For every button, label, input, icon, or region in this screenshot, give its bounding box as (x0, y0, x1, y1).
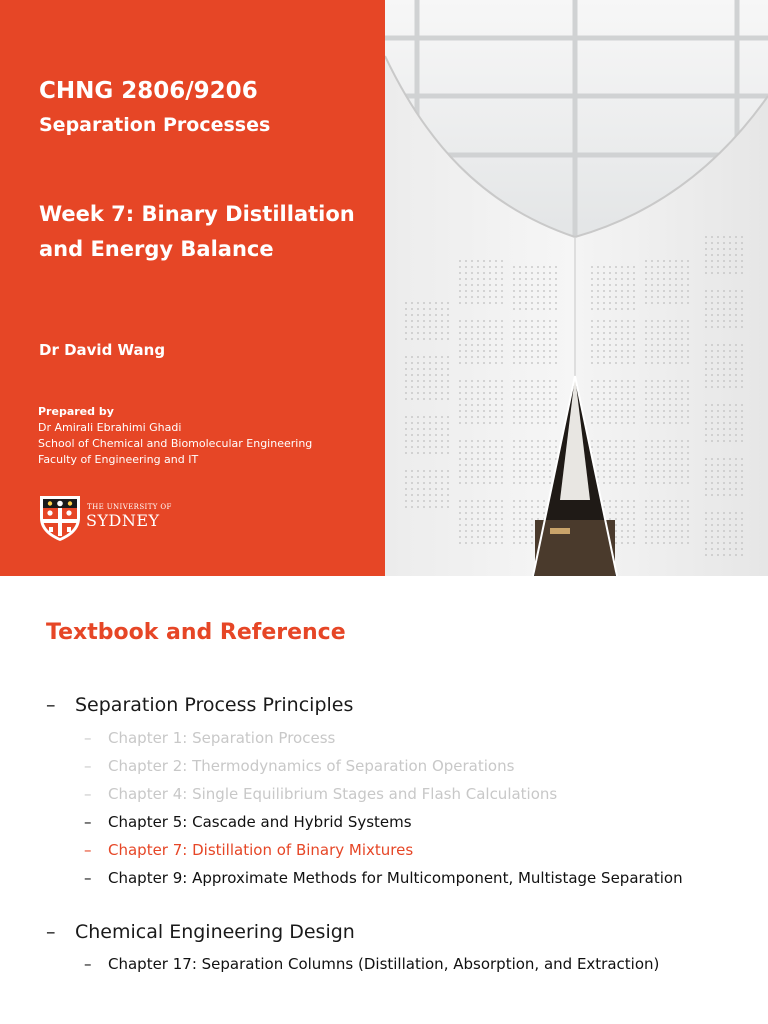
chapter-item (84, 811, 412, 834)
chapter-item (84, 727, 335, 750)
chapter-text: Chapter 5: Cascade and Hybrid Systems (108, 813, 412, 831)
chapter-item-current (84, 839, 413, 862)
chapter-text: Chapter 1: Separation Process (108, 729, 336, 747)
atrium-illustration (385, 0, 768, 576)
chapter-text: Chapter 9: Approximate Methods for Multicomponent, Multistage Separation (108, 869, 683, 887)
university-crest-icon (38, 494, 82, 542)
university-logo (38, 494, 178, 542)
bullet-dash: – (84, 785, 92, 803)
prepared-by-block (38, 404, 312, 468)
bullet-dash: – (46, 921, 56, 943)
chapter-item (84, 783, 557, 806)
chapter-item (84, 755, 514, 778)
bullet-dash: – (84, 729, 92, 747)
bullet-dash: – (84, 813, 92, 831)
chapter-item (84, 867, 688, 890)
bullet-dash: – (84, 955, 92, 973)
slide-title: Textbook and Reference (46, 620, 346, 645)
preparer-name: Dr Amirali Ebrahimi Ghadi (38, 421, 182, 434)
chapter-item (84, 953, 668, 976)
logo-big-text: SYDNEY (86, 511, 160, 530)
chapter-text: Chapter 17: Separation Columns (Distillation, Absorption, and Extraction) (108, 955, 660, 973)
chapter-text: Chapter 7: Distillation of Binary Mixtures (108, 841, 414, 859)
book-item (46, 694, 353, 716)
chapter-text: Chapter 4: Single Equilibrium Stages and Flash Calculations (108, 785, 558, 803)
building-photo (385, 0, 768, 576)
lecturer-name: Dr David Wang (39, 341, 166, 359)
course-name: Separation Processes (39, 114, 271, 136)
book-title: Separation Process Principles (75, 694, 354, 716)
bullet-dash: – (84, 841, 92, 859)
bullet-dash: – (84, 757, 92, 775)
bullet-dash: – (84, 869, 92, 887)
prepared-by-label: Prepared by (38, 405, 114, 418)
bullet-dash: – (46, 694, 56, 716)
faculty-name: Faculty of Engineering and IT (38, 453, 199, 466)
school-name: School of Chemical and Biomolecular Engineering (38, 437, 313, 450)
lecture-title: Week 7: Binary Distillation and Energy Balance (39, 202, 355, 261)
book-item (46, 921, 355, 943)
course-code: CHNG 2806/9206 (39, 78, 258, 104)
textbook-slide (0, 576, 768, 1024)
chapter-text: Chapter 2: Thermodynamics of Separation Operations (108, 757, 515, 775)
book-title: Chemical Engineering Design (75, 921, 355, 943)
logo-small-text: THE UNIVERSITY OF (87, 503, 172, 511)
title-panel (0, 0, 385, 576)
